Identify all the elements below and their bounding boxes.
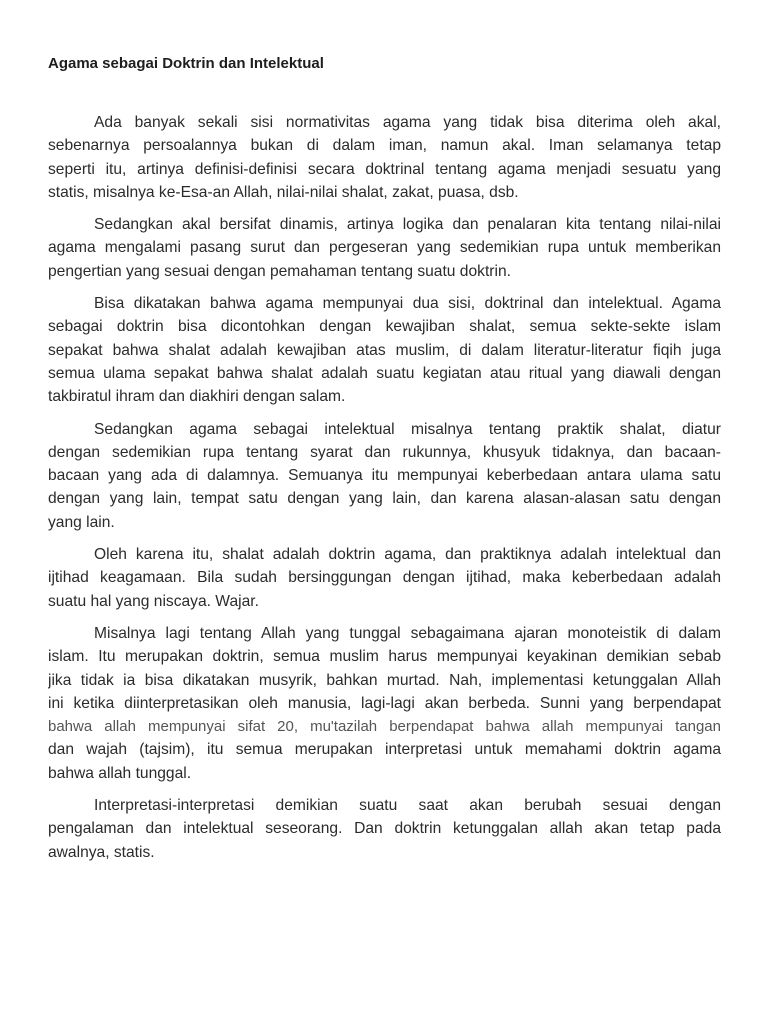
paragraph-line: takbiratul ihram dan diakhiri dengan salam.: [48, 388, 346, 406]
paragraph-line: sebenarnya persoalannya bukan di dalam iman, namun akal. Iman selamanya tetap: [48, 137, 721, 155]
paragraph-line: dan wajah (tajsim), itu semua merupakan interpretasi untuk memahami doktrin agama: [48, 741, 721, 759]
paragraph-line: statis, misalnya ke-Esa-an Allah, nilai-nilai shalat, zakat, puasa, dsb.: [48, 183, 519, 201]
paragraph-line: awalnya, statis.: [48, 843, 155, 861]
paragraph-line: pengertian yang sesuai dengan pemahaman tentang suatu doktrin.: [48, 262, 511, 280]
paragraph-line: agama mengalami pasang surut dan pergeseran yang sedemikian rupa untuk memberikan: [48, 239, 721, 257]
paragraph-line: Interpretasi-interpretasi demikian suatu saat akan berubah sesuai dengan: [94, 797, 721, 815]
paragraph: [48, 543, 721, 613]
paragraph-line: semua ulama sepakat bahwa shalat adalah suatu kegiatan atau ritual yang diawali dengan: [48, 364, 721, 382]
paragraph-line: dengan sedemikian rupa tentang syarat dan rukunnya, khusyuk tidaknya, dan bacaan-: [48, 443, 721, 461]
paragraph-line: jika tidak ia bisa dikatakan musyrik, bahkan murtad. Nah, implementasi ketunggalan Allah: [48, 671, 721, 689]
paragraph: [48, 794, 721, 864]
paragraph: [48, 292, 721, 408]
document-body: [48, 111, 721, 873]
paragraph: [48, 111, 721, 204]
paragraph-line: bacaan yang ada di dalamnya. Semuanya itu mempunyai keberbedaan antara ulama satu: [48, 467, 721, 485]
paragraph-line: Ada banyak sekali sisi normativitas agama yang tidak bisa diterima oleh akal,: [94, 114, 721, 131]
paragraph-line: Oleh karena itu, shalat adalah doktrin agama, dan praktiknya adalah intelektual dan: [94, 546, 721, 564]
paragraph-line: sebagai doktrin bisa dicontohkan dengan kewajiban shalat, semua sekte-sekte islam: [48, 318, 721, 336]
paragraph-line: islam. Itu merupakan doktrin, semua muslim harus mempunyai keyakinan demikian sebab: [48, 648, 721, 666]
paragraph-line: Bisa dikatakan bahwa agama mempunyai dua sisi, doktrinal dan intelektual. Agama: [94, 295, 721, 313]
paragraph-line: yang lain.: [48, 513, 115, 531]
document-title: Agama sebagai Doktrin dan Intelektual: [48, 55, 324, 72]
paragraph-line: Sedangkan akal bersifat dinamis, artinya logika dan penalaran kita tentang nilai-nilai: [94, 216, 721, 234]
paragraph-line: seperti itu, artinya definisi-definisi secara doktrinal tentang agama menjadi sesuatu yang: [48, 160, 721, 178]
paragraph-line: bahwa allah mempunyai sifat 20, mu'tazilah berpendapat bahwa allah mempunyai tangan: [48, 718, 721, 736]
paragraph: [48, 418, 721, 534]
paragraph: [48, 213, 721, 283]
paragraph-line: sepakat bahwa shalat adalah kewajiban atas muslim, di dalam literatur-literatur fiqih juga: [48, 341, 721, 359]
paragraph-line: Sedangkan agama sebagai intelektual misalnya tentang praktik shalat, diatur: [94, 420, 721, 438]
paragraph-line: ijtihad keagamaan. Bila sudah bersinggungan dengan ijtihad, maka keberbedaan adalah: [48, 569, 721, 587]
paragraph-line: Misalnya lagi tentang Allah yang tunggal sebagaimana ajaran monoteistik di dalam: [94, 624, 721, 642]
paragraph-line: dengan yang lain, tempat satu dengan yang lain, dan karena alasan-alasan satu dengan: [48, 490, 721, 508]
paragraph-line: bahwa allah tunggal.: [48, 764, 192, 782]
paragraph-line: suatu hal yang niscaya. Wajar.: [48, 592, 259, 610]
paragraph-line: ini ketika diinterpretasikan oleh manusia, lagi-lagi akan berbeda. Sunni yang berpendapat: [48, 694, 721, 712]
paragraph: [48, 622, 721, 785]
paragraph-line: pengalaman dan intelektual seseorang. Dan doktrin ketunggalan allah akan tetap pada: [48, 820, 721, 838]
